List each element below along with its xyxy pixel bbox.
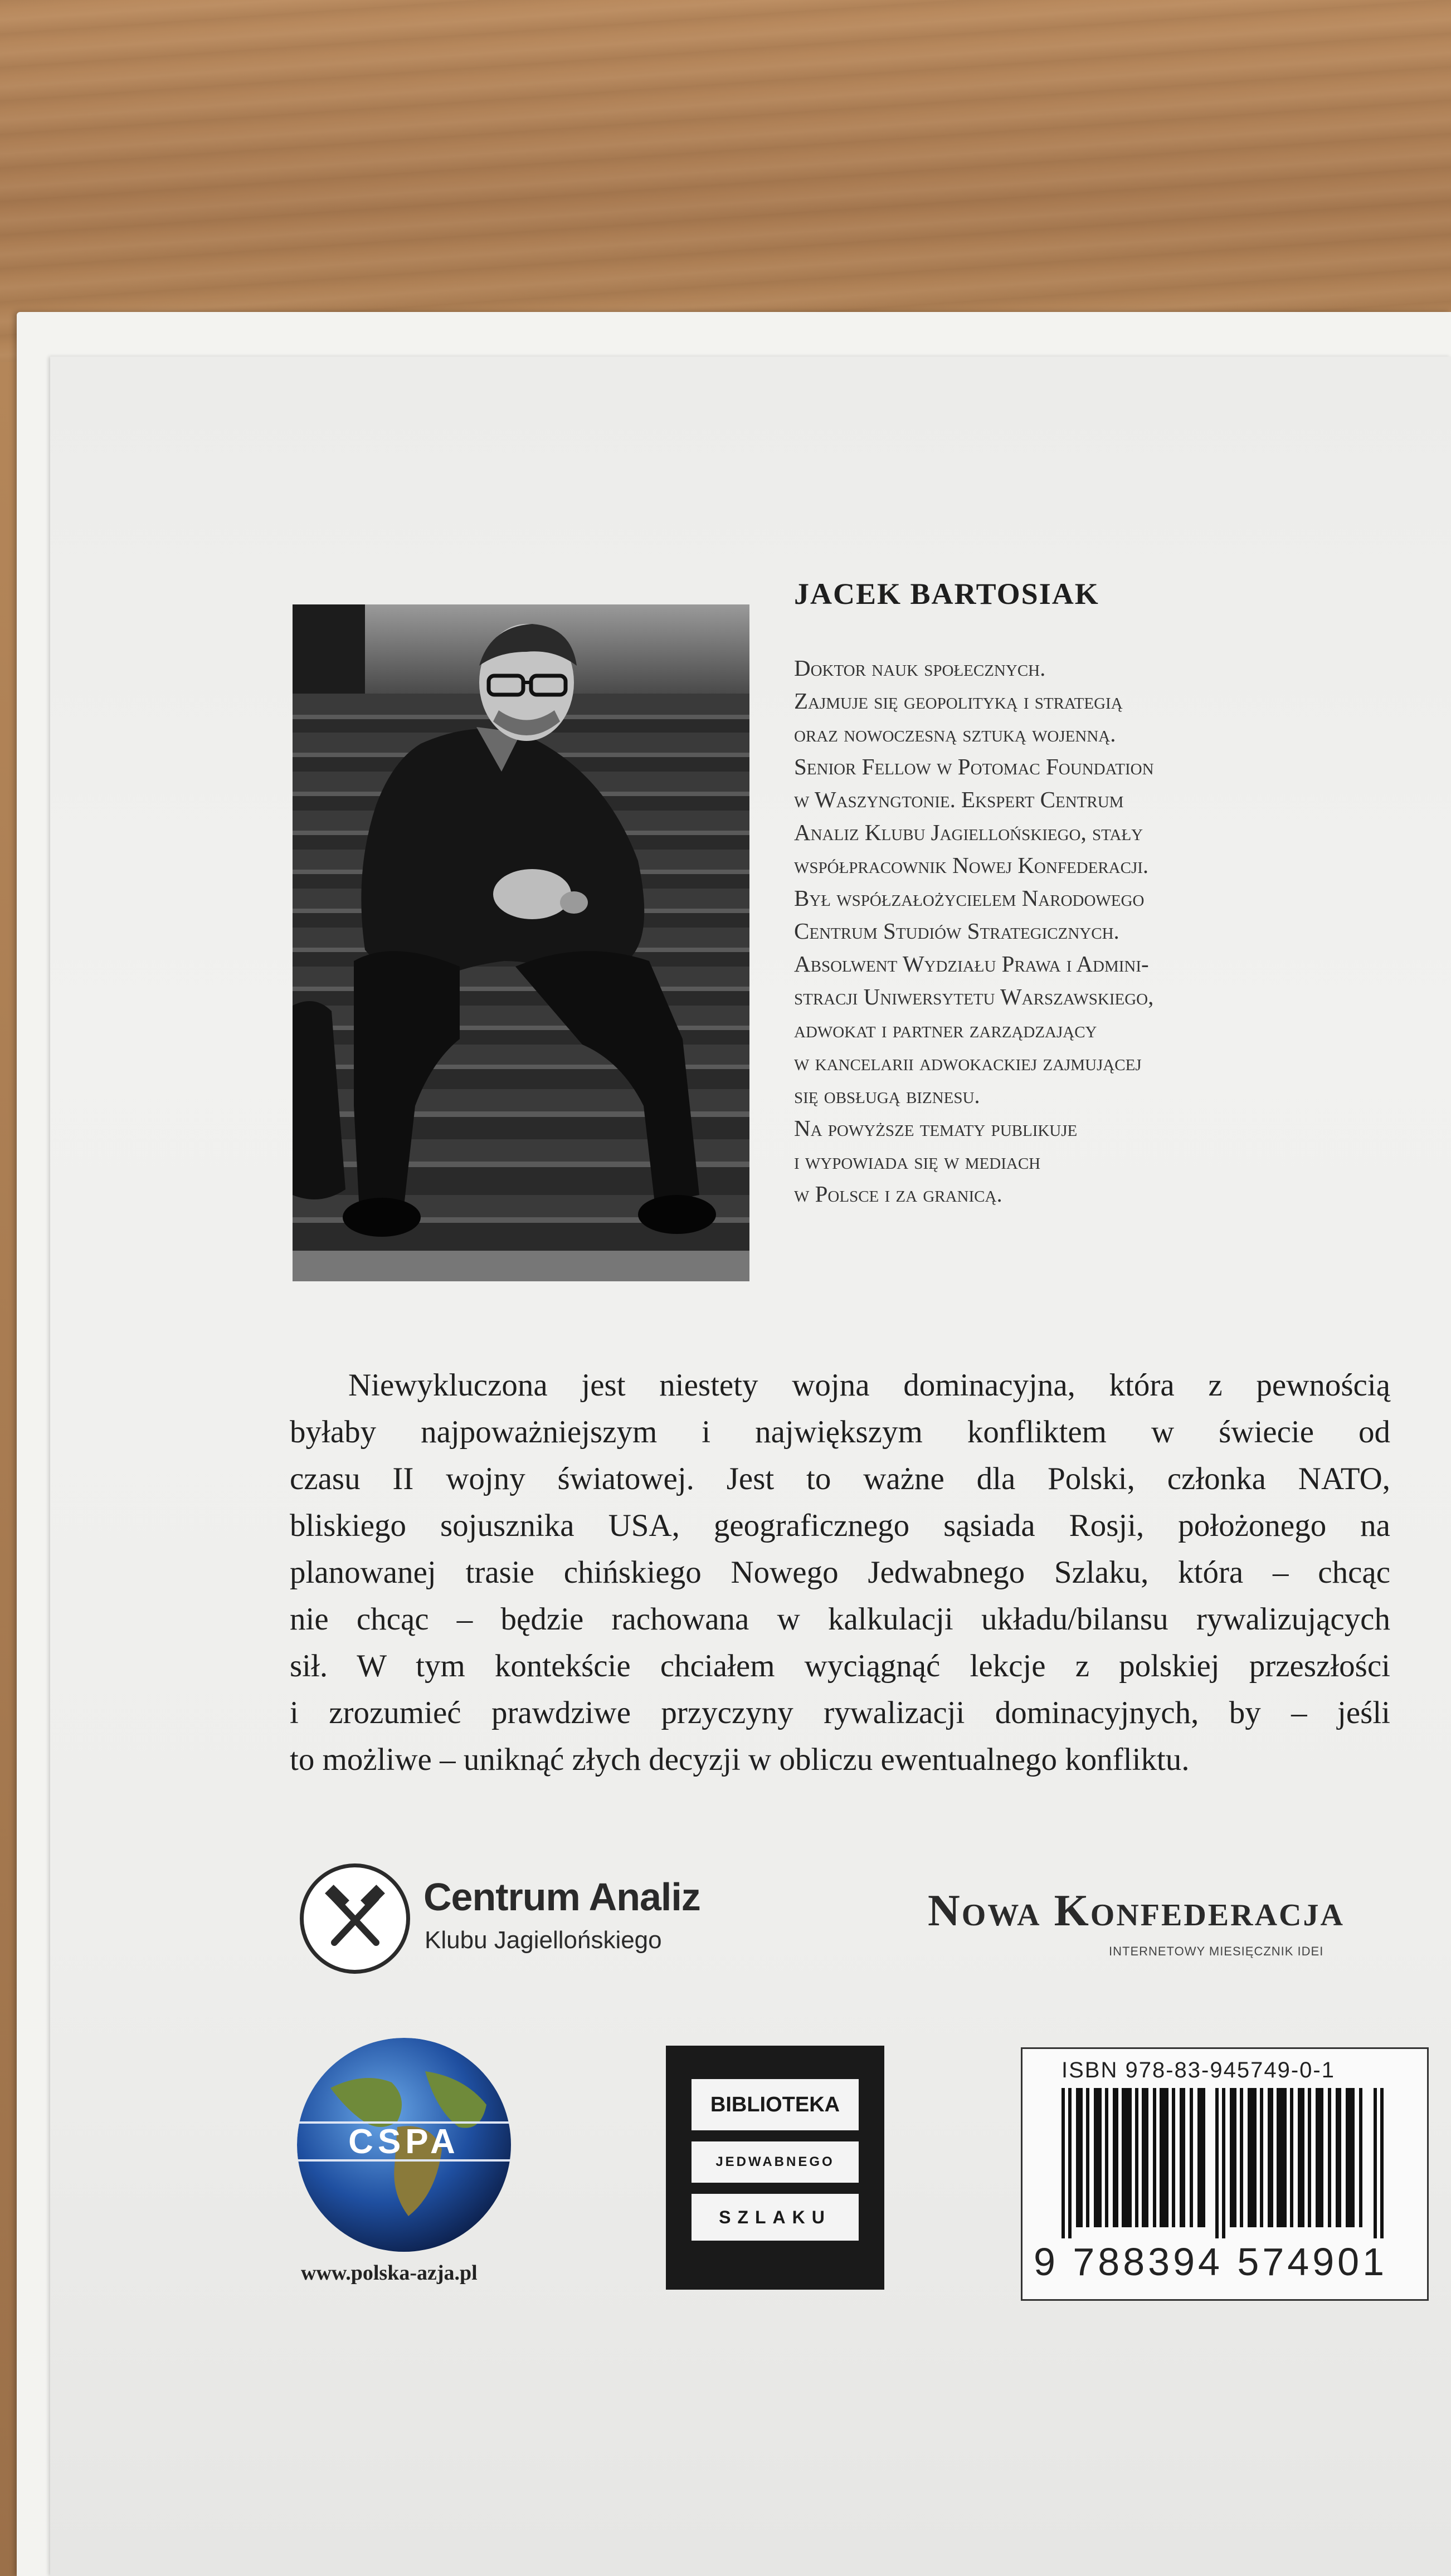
barcode-icon	[1062, 2088, 1396, 2238]
wooden-table-background	[0, 0, 1451, 362]
bio-line: stracji Uniwersytetu Warszawskiego,	[794, 984, 1154, 1009]
blurb-line: to możliwe – uniknąć złych decyzji w obliczu ewentualnego konfliktu.	[290, 1742, 1190, 1777]
ean-number: 9 788394 574901	[1034, 2240, 1387, 2284]
book-blurb	[290, 1362, 1390, 1783]
isbn-barcode-box	[1021, 2047, 1429, 2301]
biblioteka-line-1: BIBLIOTEKA	[692, 2079, 859, 2130]
bio-line: w Polsce i za granicą.	[794, 1181, 1002, 1207]
author-name: JACEK BARTOSIAK	[794, 577, 1099, 611]
bio-line: Doktor nauk społecznych.	[794, 655, 1046, 681]
bio-line: Centrum Studiów Strategicznych.	[794, 918, 1119, 944]
blurb-line: bliskiego sojusznika USA, geograficznego sąsiada Rosji, położonego na	[290, 1508, 1390, 1543]
nowa-konfederacja-sub: INTERNETOWY MIESIĘCZNIK IDEI	[1109, 1944, 1324, 1958]
bio-line: się obsługą biznesu.	[794, 1082, 980, 1108]
blurb-line: czasu II wojny światowej. Jest to ważne dla Polski, członka NATO,	[290, 1461, 1390, 1496]
cspa-url: www.polska-azja.pl	[301, 2261, 478, 2285]
cspa-label: CSPA	[348, 2123, 460, 2161]
bio-line: oraz nowoczesną sztuką wojenną.	[794, 721, 1116, 747]
blurb-line: byłaby najpoważniejszym i największym konfliktem w świecie od	[290, 1414, 1390, 1450]
author-bio	[794, 652, 1351, 1211]
biblioteka-logo	[666, 2046, 884, 2290]
bio-line: w Waszyngtonie. Ekspert Centrum	[794, 787, 1124, 812]
bio-line: współpracownik Nowej Konfederacji.	[794, 852, 1149, 878]
bio-line: w kancelarii adwokackiej zajmującej	[794, 1050, 1142, 1075]
biblioteka-line-3: SZLAKU	[692, 2194, 859, 2241]
centrum-analiz-logo-icon	[300, 1863, 410, 1974]
bio-line: Senior Fellow w Potomac Foundation	[794, 754, 1154, 779]
bio-line: Zajmuje się geopolityką i strategią	[794, 688, 1123, 714]
blurb-line: i zrozumieć prawdziwe przyczyny rywalizacji dominacyjnych, by – jeśli	[290, 1695, 1390, 1730]
bio-line: Na powyższe tematy publikuje	[794, 1115, 1078, 1141]
cspa-globe-logo	[297, 2038, 512, 2252]
blurb-line: planowanej trasie chińskiego Nowego Jedwabnego Szlaku, która – chcąc	[290, 1555, 1390, 1590]
bio-line: Absolwent Wydziału Prawa i Admini-	[794, 951, 1149, 977]
nowa-konfederacja-name: Nowa Konfederacja	[928, 1886, 1345, 1935]
bio-line: Analiz Klubu Jagiellońskiego, stały	[794, 819, 1143, 845]
bio-line: adwokat i partner zarządzający	[794, 1017, 1097, 1042]
blurb-line: Niewykluczona jest niestety wojna dominacyjna, która z pewnością	[348, 1368, 1390, 1403]
author-photo	[293, 604, 749, 1281]
blurb-line: nie chcąc – będzie rachowana w kalkulacji układu/bilansu rywalizujących	[290, 1602, 1390, 1637]
bio-line: Był współzałożycielem Narodowego	[794, 885, 1145, 911]
centrum-analiz-name: Centrum Analiz	[423, 1875, 700, 1919]
centrum-analiz-sub: Klubu Jagiellońskiego	[425, 1926, 662, 1954]
blurb-line: sił. W tym kontekście chciałem wyciągnąć lekcje z polskiej przeszłości	[290, 1648, 1390, 1684]
isbn-number: ISBN 978-83-945749-0-1	[1062, 2058, 1335, 2082]
biblioteka-line-2: JEDWABNEGO	[692, 2141, 859, 2183]
bio-line: i wypowiada się w mediach	[794, 1148, 1041, 1174]
